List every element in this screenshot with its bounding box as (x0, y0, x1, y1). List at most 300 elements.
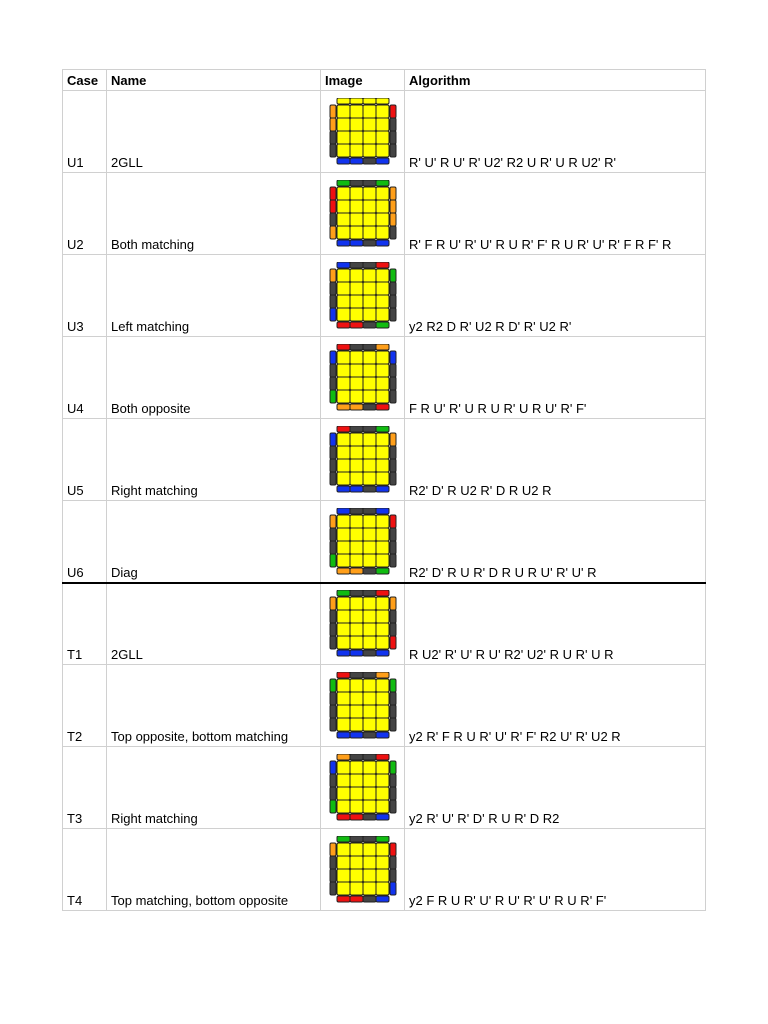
algorithm-cell: R U2' R' U' R U' R2' U2' R U R' U R (405, 583, 706, 665)
name-cell: 2GLL (107, 583, 321, 665)
cube-top-sticker (350, 754, 363, 760)
cube-face-sticker (376, 800, 389, 813)
cube-right-sticker (390, 541, 396, 554)
case-cell: U3 (63, 255, 107, 337)
cube-bottom-sticker (363, 568, 376, 574)
cube-top-sticker (337, 836, 350, 842)
cube-face-sticker (376, 200, 389, 213)
cube-face-sticker (350, 446, 363, 459)
cube-face-sticker (337, 213, 350, 226)
cube-right-sticker (390, 459, 396, 472)
cube-left-sticker (330, 446, 336, 459)
cube-face-sticker (350, 459, 363, 472)
cube-face-sticker (337, 843, 350, 856)
cube-face-sticker (363, 843, 376, 856)
cube-left-sticker (330, 541, 336, 554)
cube-right-sticker (390, 679, 396, 692)
cube-face-sticker (363, 351, 376, 364)
cube-top-sticker (337, 754, 350, 760)
cube-left-sticker (330, 597, 336, 610)
cube-bottom-sticker (337, 404, 350, 410)
cube-left-sticker (330, 459, 336, 472)
cube-face-sticker (376, 597, 389, 610)
cube-left-sticker (330, 515, 336, 528)
cube-face-sticker (376, 679, 389, 692)
case-cell: U5 (63, 419, 107, 501)
cube-face-sticker (363, 308, 376, 321)
cube-face-sticker (376, 472, 389, 485)
cube-face-sticker (376, 774, 389, 787)
cube-face-sticker (376, 131, 389, 144)
cube-right-sticker (390, 187, 396, 200)
cube-right-sticker (390, 446, 396, 459)
cube-face-sticker (350, 679, 363, 692)
cube-right-sticker (390, 377, 396, 390)
cube-left-sticker (330, 610, 336, 623)
cube-right-sticker (390, 351, 396, 364)
cube-top-sticker (376, 836, 389, 842)
cube-face-sticker (376, 705, 389, 718)
cube-top-sticker (350, 836, 363, 842)
cube-face-sticker (363, 761, 376, 774)
cube-bottom-sticker (376, 568, 389, 574)
image-cell (321, 747, 405, 829)
cube-face-sticker (363, 105, 376, 118)
cube-face-sticker (363, 446, 376, 459)
cube-face-sticker (350, 761, 363, 774)
cube-top-sticker (337, 508, 350, 514)
cube-face-sticker (363, 187, 376, 200)
cube-face-sticker (350, 390, 363, 403)
cube-face-sticker (363, 459, 376, 472)
image-cell (321, 337, 405, 419)
header-image: Image (321, 70, 405, 91)
cube-face-sticker (363, 541, 376, 554)
cube-right-sticker (390, 515, 396, 528)
image-cell (321, 255, 405, 337)
cube-bottom-sticker (337, 158, 350, 164)
cube-face-sticker (337, 869, 350, 882)
cube-face-sticker (376, 187, 389, 200)
cube-diagram (329, 262, 397, 332)
cube-face-sticker (363, 597, 376, 610)
cube-face-sticker (350, 269, 363, 282)
cube-face-sticker (337, 144, 350, 157)
algorithm-cell: y2 R2 D R' U2 R D' R' U2 R' (405, 255, 706, 337)
cube-top-sticker (363, 180, 376, 186)
algorithm-cell: R2' D' R U2 R' D R U2 R (405, 419, 706, 501)
cube-face-sticker (337, 187, 350, 200)
table-row (63, 255, 706, 337)
cube-left-sticker (330, 787, 336, 800)
cube-right-sticker (390, 472, 396, 485)
cube-face-sticker (350, 433, 363, 446)
cube-face-sticker (363, 610, 376, 623)
cube-bottom-sticker (376, 896, 389, 902)
cube-right-sticker (390, 364, 396, 377)
cube-top-sticker (350, 426, 363, 432)
cube-face-sticker (376, 515, 389, 528)
cube-face-sticker (363, 472, 376, 485)
algorithm-cell: R2' D' R U R' D R U R U' R' U' R (405, 501, 706, 583)
cube-face-sticker (363, 295, 376, 308)
cube-left-sticker (330, 433, 336, 446)
cube-left-sticker (330, 200, 336, 213)
cube-bottom-sticker (350, 404, 363, 410)
cube-face-sticker (363, 144, 376, 157)
cube-diagram (329, 180, 397, 250)
cube-face-sticker (350, 692, 363, 705)
cube-face-sticker (350, 882, 363, 895)
cube-bottom-sticker (363, 240, 376, 246)
cube-face-sticker (350, 843, 363, 856)
cube-face-sticker (376, 213, 389, 226)
image-cell (321, 583, 405, 665)
header-row (63, 70, 706, 91)
cube-right-sticker (390, 692, 396, 705)
cube-face-sticker (363, 554, 376, 567)
cube-bottom-sticker (337, 568, 350, 574)
cube-face-sticker (363, 200, 376, 213)
cube-face-sticker (376, 269, 389, 282)
cube-face-sticker (337, 226, 350, 239)
cube-top-sticker (350, 344, 363, 350)
cube-face-sticker (337, 718, 350, 731)
cube-top-sticker (363, 262, 376, 268)
cube-face-sticker (350, 787, 363, 800)
cube-bottom-sticker (376, 404, 389, 410)
cube-face-sticker (337, 787, 350, 800)
cube-right-sticker (390, 390, 396, 403)
algorithm-cell: R' F R U' R' U' R U R' F' R U R' U' R' F R F' R (405, 173, 706, 255)
cube-face-sticker (337, 610, 350, 623)
cube-face-sticker (337, 528, 350, 541)
cube-top-sticker (376, 672, 389, 678)
cube-face-sticker (363, 718, 376, 731)
cube-face-sticker (350, 515, 363, 528)
cube-right-sticker (390, 131, 396, 144)
cube-face-sticker (337, 390, 350, 403)
cube-right-sticker (390, 213, 396, 226)
cube-top-sticker (350, 180, 363, 186)
cube-left-sticker (330, 761, 336, 774)
cube-face-sticker (350, 718, 363, 731)
table-row (63, 747, 706, 829)
cube-left-sticker (330, 269, 336, 282)
case-cell: U6 (63, 501, 107, 583)
image-cell (321, 419, 405, 501)
cube-bottom-sticker (376, 732, 389, 738)
cube-face-sticker (350, 282, 363, 295)
cube-top-sticker (350, 98, 363, 104)
cube-face-sticker (337, 282, 350, 295)
cube-diagram (329, 344, 397, 414)
cube-face-sticker (376, 446, 389, 459)
table-row (63, 583, 706, 665)
case-cell: T4 (63, 829, 107, 911)
cube-right-sticker (390, 554, 396, 567)
cube-face-sticker (350, 856, 363, 869)
cube-left-sticker (330, 636, 336, 649)
cube-right-sticker (390, 761, 396, 774)
algorithm-cell: F R U' R' U R U R' U R U' R' F' (405, 337, 706, 419)
cube-left-sticker (330, 718, 336, 731)
cube-face-sticker (363, 226, 376, 239)
cube-right-sticker (390, 144, 396, 157)
cube-face-sticker (337, 515, 350, 528)
cube-top-sticker (376, 590, 389, 596)
table-row (63, 91, 706, 173)
table-row (63, 419, 706, 501)
cube-bottom-sticker (363, 404, 376, 410)
name-cell: Diag (107, 501, 321, 583)
cube-face-sticker (376, 610, 389, 623)
cube-face-sticker (350, 187, 363, 200)
cube-left-sticker (330, 679, 336, 692)
cube-right-sticker (390, 295, 396, 308)
cube-left-sticker (330, 554, 336, 567)
cube-top-sticker (376, 426, 389, 432)
cube-left-sticker (330, 705, 336, 718)
cube-face-sticker (363, 390, 376, 403)
cube-right-sticker (390, 882, 396, 895)
cube-face-sticker (337, 459, 350, 472)
cube-face-sticker (350, 610, 363, 623)
algorithm-cell: y2 F R U R' U' R U' R' U' R U R' F' (405, 829, 706, 911)
cube-face-sticker (363, 787, 376, 800)
cube-right-sticker (390, 856, 396, 869)
cube-face-sticker (350, 118, 363, 131)
cube-top-sticker (350, 508, 363, 514)
cube-face-sticker (363, 705, 376, 718)
cube-diagram (329, 836, 397, 906)
case-cell: T3 (63, 747, 107, 829)
table-row (63, 829, 706, 911)
cube-bottom-sticker (337, 240, 350, 246)
cube-bottom-sticker (363, 158, 376, 164)
cube-bottom-sticker (337, 322, 350, 328)
cube-face-sticker (376, 718, 389, 731)
cube-right-sticker (390, 843, 396, 856)
cube-left-sticker (330, 774, 336, 787)
cube-face-sticker (376, 554, 389, 567)
table-row (63, 337, 706, 419)
cube-left-sticker (330, 364, 336, 377)
cube-face-sticker (337, 364, 350, 377)
cube-face-sticker (337, 679, 350, 692)
cube-face-sticker (376, 528, 389, 541)
cube-face-sticker (350, 200, 363, 213)
cube-face-sticker (350, 554, 363, 567)
algorithm-cell: y2 R' U' R' D' R U R' D R2 (405, 747, 706, 829)
cube-face-sticker (376, 282, 389, 295)
cube-right-sticker (390, 308, 396, 321)
cube-right-sticker (390, 869, 396, 882)
cube-face-sticker (363, 131, 376, 144)
cube-top-sticker (337, 262, 350, 268)
cube-face-sticker (363, 869, 376, 882)
cube-face-sticker (363, 623, 376, 636)
cube-right-sticker (390, 200, 396, 213)
cube-bottom-sticker (350, 240, 363, 246)
cube-left-sticker (330, 213, 336, 226)
cube-face-sticker (337, 554, 350, 567)
cube-left-sticker (330, 869, 336, 882)
cube-face-sticker (363, 882, 376, 895)
table-row (63, 501, 706, 583)
cube-face-sticker (363, 679, 376, 692)
cube-top-sticker (337, 590, 350, 596)
cube-bottom-sticker (350, 158, 363, 164)
cube-face-sticker (337, 446, 350, 459)
image-cell (321, 665, 405, 747)
cube-diagram (329, 590, 397, 660)
cube-face-sticker (337, 856, 350, 869)
image-cell (321, 501, 405, 583)
cube-face-sticker (376, 692, 389, 705)
cube-face-sticker (376, 761, 389, 774)
cube-face-sticker (376, 541, 389, 554)
cube-diagram (329, 508, 397, 578)
cube-face-sticker (376, 377, 389, 390)
cube-top-sticker (337, 344, 350, 350)
cube-face-sticker (376, 308, 389, 321)
cube-bottom-sticker (337, 486, 350, 492)
cube-face-sticker (376, 787, 389, 800)
header-case: Case (63, 70, 107, 91)
cube-top-sticker (376, 344, 389, 350)
cube-left-sticker (330, 390, 336, 403)
cube-face-sticker (350, 308, 363, 321)
cube-top-sticker (363, 426, 376, 432)
cube-face-sticker (363, 213, 376, 226)
cube-face-sticker (337, 269, 350, 282)
cube-face-sticker (363, 636, 376, 649)
cube-face-sticker (350, 636, 363, 649)
cube-bottom-sticker (376, 650, 389, 656)
cube-face-sticker (350, 226, 363, 239)
cube-left-sticker (330, 226, 336, 239)
cube-face-sticker (376, 118, 389, 131)
cube-diagram (329, 672, 397, 742)
cube-bottom-sticker (363, 732, 376, 738)
cube-diagram (329, 754, 397, 824)
cube-bottom-sticker (337, 650, 350, 656)
cube-face-sticker (350, 144, 363, 157)
cube-left-sticker (330, 295, 336, 308)
cube-left-sticker (330, 692, 336, 705)
cube-top-sticker (337, 180, 350, 186)
cube-bottom-sticker (363, 486, 376, 492)
cube-left-sticker (330, 377, 336, 390)
cube-diagram (329, 426, 397, 496)
cube-face-sticker (337, 541, 350, 554)
cube-face-sticker (363, 364, 376, 377)
cube-face-sticker (337, 200, 350, 213)
name-cell: 2GLL (107, 91, 321, 173)
algorithm-sheet (62, 69, 705, 911)
cube-face-sticker (350, 774, 363, 787)
cube-left-sticker (330, 800, 336, 813)
cube-face-sticker (376, 226, 389, 239)
cube-face-sticker (337, 118, 350, 131)
cube-face-sticker (350, 105, 363, 118)
cube-top-sticker (376, 262, 389, 268)
cube-right-sticker (390, 226, 396, 239)
cube-face-sticker (337, 774, 350, 787)
cube-face-sticker (337, 636, 350, 649)
cube-face-sticker (363, 269, 376, 282)
cube-left-sticker (330, 118, 336, 131)
cube-top-sticker (350, 590, 363, 596)
cube-left-sticker (330, 856, 336, 869)
cube-face-sticker (337, 351, 350, 364)
name-cell: Top opposite, bottom matching (107, 665, 321, 747)
image-cell (321, 173, 405, 255)
cube-face-sticker (363, 800, 376, 813)
cube-face-sticker (350, 377, 363, 390)
cube-face-sticker (337, 623, 350, 636)
name-cell: Top matching, bottom opposite (107, 829, 321, 911)
cube-top-sticker (363, 754, 376, 760)
cube-bottom-sticker (363, 322, 376, 328)
cube-face-sticker (376, 623, 389, 636)
name-cell: Right matching (107, 419, 321, 501)
cube-face-sticker (337, 295, 350, 308)
cube-left-sticker (330, 144, 336, 157)
cube-face-sticker (363, 528, 376, 541)
algorithm-table (62, 69, 706, 911)
case-cell: T1 (63, 583, 107, 665)
cube-face-sticker (350, 597, 363, 610)
cube-bottom-sticker (337, 814, 350, 820)
case-cell: T2 (63, 665, 107, 747)
cube-right-sticker (390, 774, 396, 787)
cube-face-sticker (350, 800, 363, 813)
cube-bottom-sticker (350, 486, 363, 492)
cube-bottom-sticker (350, 732, 363, 738)
cube-face-sticker (337, 705, 350, 718)
cube-face-sticker (337, 692, 350, 705)
name-cell: Both matching (107, 173, 321, 255)
cube-left-sticker (330, 308, 336, 321)
cube-face-sticker (376, 636, 389, 649)
cube-right-sticker (390, 610, 396, 623)
cube-bottom-sticker (350, 322, 363, 328)
cube-right-sticker (390, 105, 396, 118)
cube-left-sticker (330, 105, 336, 118)
cube-face-sticker (363, 692, 376, 705)
cube-bottom-sticker (350, 814, 363, 820)
cube-top-sticker (363, 836, 376, 842)
cube-bottom-sticker (376, 158, 389, 164)
case-cell: U4 (63, 337, 107, 419)
cube-right-sticker (390, 118, 396, 131)
cube-top-sticker (337, 98, 350, 104)
cube-face-sticker (337, 131, 350, 144)
cube-bottom-sticker (376, 240, 389, 246)
cube-face-sticker (363, 515, 376, 528)
cube-face-sticker (350, 472, 363, 485)
cube-face-sticker (363, 856, 376, 869)
cube-face-sticker (350, 528, 363, 541)
cube-face-sticker (376, 364, 389, 377)
image-cell (321, 829, 405, 911)
case-cell: U2 (63, 173, 107, 255)
cube-diagram (329, 98, 397, 168)
cube-top-sticker (363, 344, 376, 350)
cube-bottom-sticker (376, 486, 389, 492)
